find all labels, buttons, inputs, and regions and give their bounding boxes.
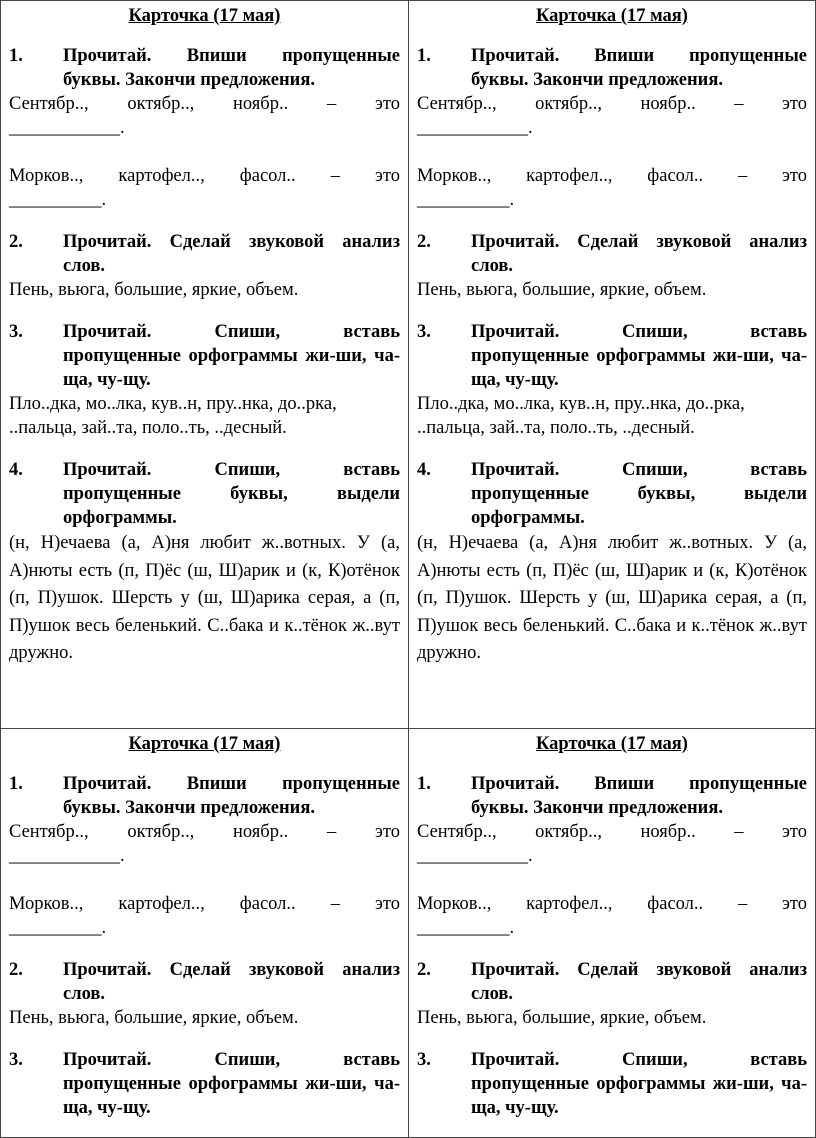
task-text: ши, ча-ща, чу-щу. (471, 1074, 807, 1118)
task-text: Прочитай. Впиши пропущенные (471, 46, 807, 66)
answer-blank: ____________. (9, 846, 125, 866)
task-number: 2. (417, 960, 431, 980)
task-text: ши, ча-ща, чу-щу. (63, 1074, 400, 1118)
card-2 (408, 0, 816, 729)
task-text: буквы. Закончи предложения. (63, 70, 315, 90)
task-text: орфограммы. (471, 508, 585, 528)
task-text: Прочитай. Сделай звуковой (471, 960, 732, 980)
task-4-heading (417, 458, 807, 530)
task-1-line-1: Сентябр.., октябр.., ноябр.. – это (417, 94, 807, 114)
task-text: Прочитай. Спиши, вставь (63, 460, 400, 480)
task-3-heading (417, 320, 807, 392)
task-1-line-2: Морков.., картофел.., фасол.. – это (9, 894, 400, 914)
task-1-heading (417, 44, 807, 92)
answer-blank: __________. (417, 190, 515, 210)
task-text: ши, ча-ща, чу-щу. (471, 346, 807, 390)
answer-blank: __________. (9, 190, 107, 210)
card-1 (0, 0, 409, 729)
task-4-text: (н, Н)ечаева (а, А)ня любит ж..вотных. У (а, А)нюты есть (п, П)ёс (ш, Ш)арик и (к, К)отёнок (п, П)ушок. Шерсть у (ш, Ш)арика серая, а (п, П)ушок весь беленький. С..бака и к..тёнок ж..вут дружно. (9, 533, 400, 663)
task-text: пропущенные орфограммы жи- (63, 346, 336, 366)
task-3-line-2: ..пальца, зай..та, поло..ть, ..десный. (9, 418, 287, 438)
task-text: Прочитай. Спиши, вставь (63, 1050, 400, 1070)
task-number: 1. (417, 774, 431, 794)
task-3-heading (9, 1048, 400, 1120)
task-text: анализ слов. (471, 960, 807, 1004)
task-text: Прочитай. Спиши, вставь (471, 1050, 807, 1070)
task-number: 3. (9, 1050, 23, 1070)
task-number: 1. (9, 46, 23, 66)
answer-blank: __________. (9, 918, 107, 938)
task-3-line-1: Пло..дка, мо..лка, кув..н, пру..нка, до..рка, (9, 394, 337, 414)
task-text: анализ слов. (63, 232, 400, 276)
card-title: Карточка (17 мая) (128, 6, 281, 26)
task-3-line-2: ..пальца, зай..та, поло..ть, ..десный. (417, 418, 695, 438)
task-text: ши, ча-ща, чу-щу. (63, 346, 400, 390)
task-2-words: Пень, вьюга, большие, яркие, объем. (9, 280, 299, 300)
task-text: буквы. Закончи предложения. (471, 70, 723, 90)
task-1-line-2: Морков.., картофел.., фасол.. – это (417, 166, 807, 186)
task-text: Прочитай. Впиши пропущенные (63, 46, 400, 66)
task-1-heading (9, 44, 400, 92)
task-1-line-2: Морков.., картофел.., фасол.. – это (417, 894, 807, 914)
task-1-line-1: Сентябр.., октябр.., ноябр.. – это (9, 94, 400, 114)
task-2-heading (417, 958, 807, 1006)
task-2-heading (417, 230, 807, 278)
task-4-text: (н, Н)ечаева (а, А)ня любит ж..вотных. У (а, А)нюты есть (п, П)ёс (ш, Ш)арик и (к, К)отёнок (п, П)ушок. Шерсть у (ш, Ш)арика серая, а (п, П)ушок весь беленький. С..бака и к..тёнок ж..вут дружно. (417, 533, 807, 663)
task-2-heading (9, 958, 400, 1006)
task-text: Прочитай. Сделай звуковой (63, 232, 325, 252)
task-number: 3. (417, 322, 431, 342)
task-3-line-1: Пло..дка, мо..лка, кув..н, пру..нка, до..рка, (417, 394, 745, 414)
card-title: Карточка (17 мая) (536, 6, 688, 26)
task-text: анализ слов. (63, 960, 400, 1004)
task-text: Прочитай. Спиши, вставь (471, 322, 807, 342)
task-number: 2. (9, 960, 23, 980)
task-number: 2. (417, 232, 431, 252)
task-2-words: Пень, вьюга, большие, яркие, объем. (417, 1008, 707, 1028)
card-3 (0, 728, 409, 1138)
answer-blank: __________. (417, 918, 515, 938)
answer-blank: ____________. (417, 846, 533, 866)
task-text: пропущенные буквы, выдели (63, 484, 400, 504)
task-text: Прочитай. Впиши пропущенные (63, 774, 400, 794)
task-1-line-1: Сентябр.., октябр.., ноябр.. – это (417, 822, 807, 842)
card-title: Карточка (17 мая) (536, 734, 688, 754)
task-text: Прочитай. Впиши пропущенные (471, 774, 807, 794)
answer-blank: ____________. (417, 118, 533, 138)
task-text: буквы. Закончи предложения. (63, 798, 315, 818)
task-number: 4. (417, 460, 431, 480)
task-2-words: Пень, вьюга, большие, яркие, объем. (417, 280, 707, 300)
task-text: Прочитай. Сделай звуковой (471, 232, 732, 252)
task-1-heading (9, 772, 400, 820)
task-2-heading (9, 230, 400, 278)
task-1-line-2: Морков.., картофел.., фасол.. – это (9, 166, 400, 186)
task-text: пропущенные орфограммы жи- (63, 1074, 336, 1094)
card-title: Карточка (17 мая) (128, 734, 281, 754)
task-3-heading (417, 1048, 807, 1120)
task-number: 4. (9, 460, 23, 480)
task-number: 3. (9, 322, 23, 342)
task-1-line-1: Сентябр.., октябр.., ноябр.. – это (9, 822, 400, 842)
task-number: 2. (9, 232, 23, 252)
task-number: 3. (417, 1050, 431, 1070)
task-text: орфограммы. (63, 508, 177, 528)
task-text: анализ слов. (471, 232, 807, 276)
task-1-heading (417, 772, 807, 820)
task-4-heading (9, 458, 400, 530)
task-text: Прочитай. Спиши, вставь (63, 322, 400, 342)
answer-blank: ____________. (9, 118, 125, 138)
task-text: Прочитай. Спиши, вставь (471, 460, 807, 480)
task-text: пропущенные орфограммы жи- (471, 1074, 743, 1094)
card-4 (408, 728, 816, 1138)
task-number: 1. (9, 774, 23, 794)
task-number: 1. (417, 46, 431, 66)
task-2-words: Пень, вьюга, большие, яркие, объем. (9, 1008, 299, 1028)
task-text: буквы. Закончи предложения. (471, 798, 723, 818)
task-text: пропущенные буквы, выдели (471, 484, 807, 504)
task-text: Прочитай. Сделай звуковой (63, 960, 325, 980)
task-text: пропущенные орфограммы жи- (471, 346, 743, 366)
task-3-heading (9, 320, 400, 392)
